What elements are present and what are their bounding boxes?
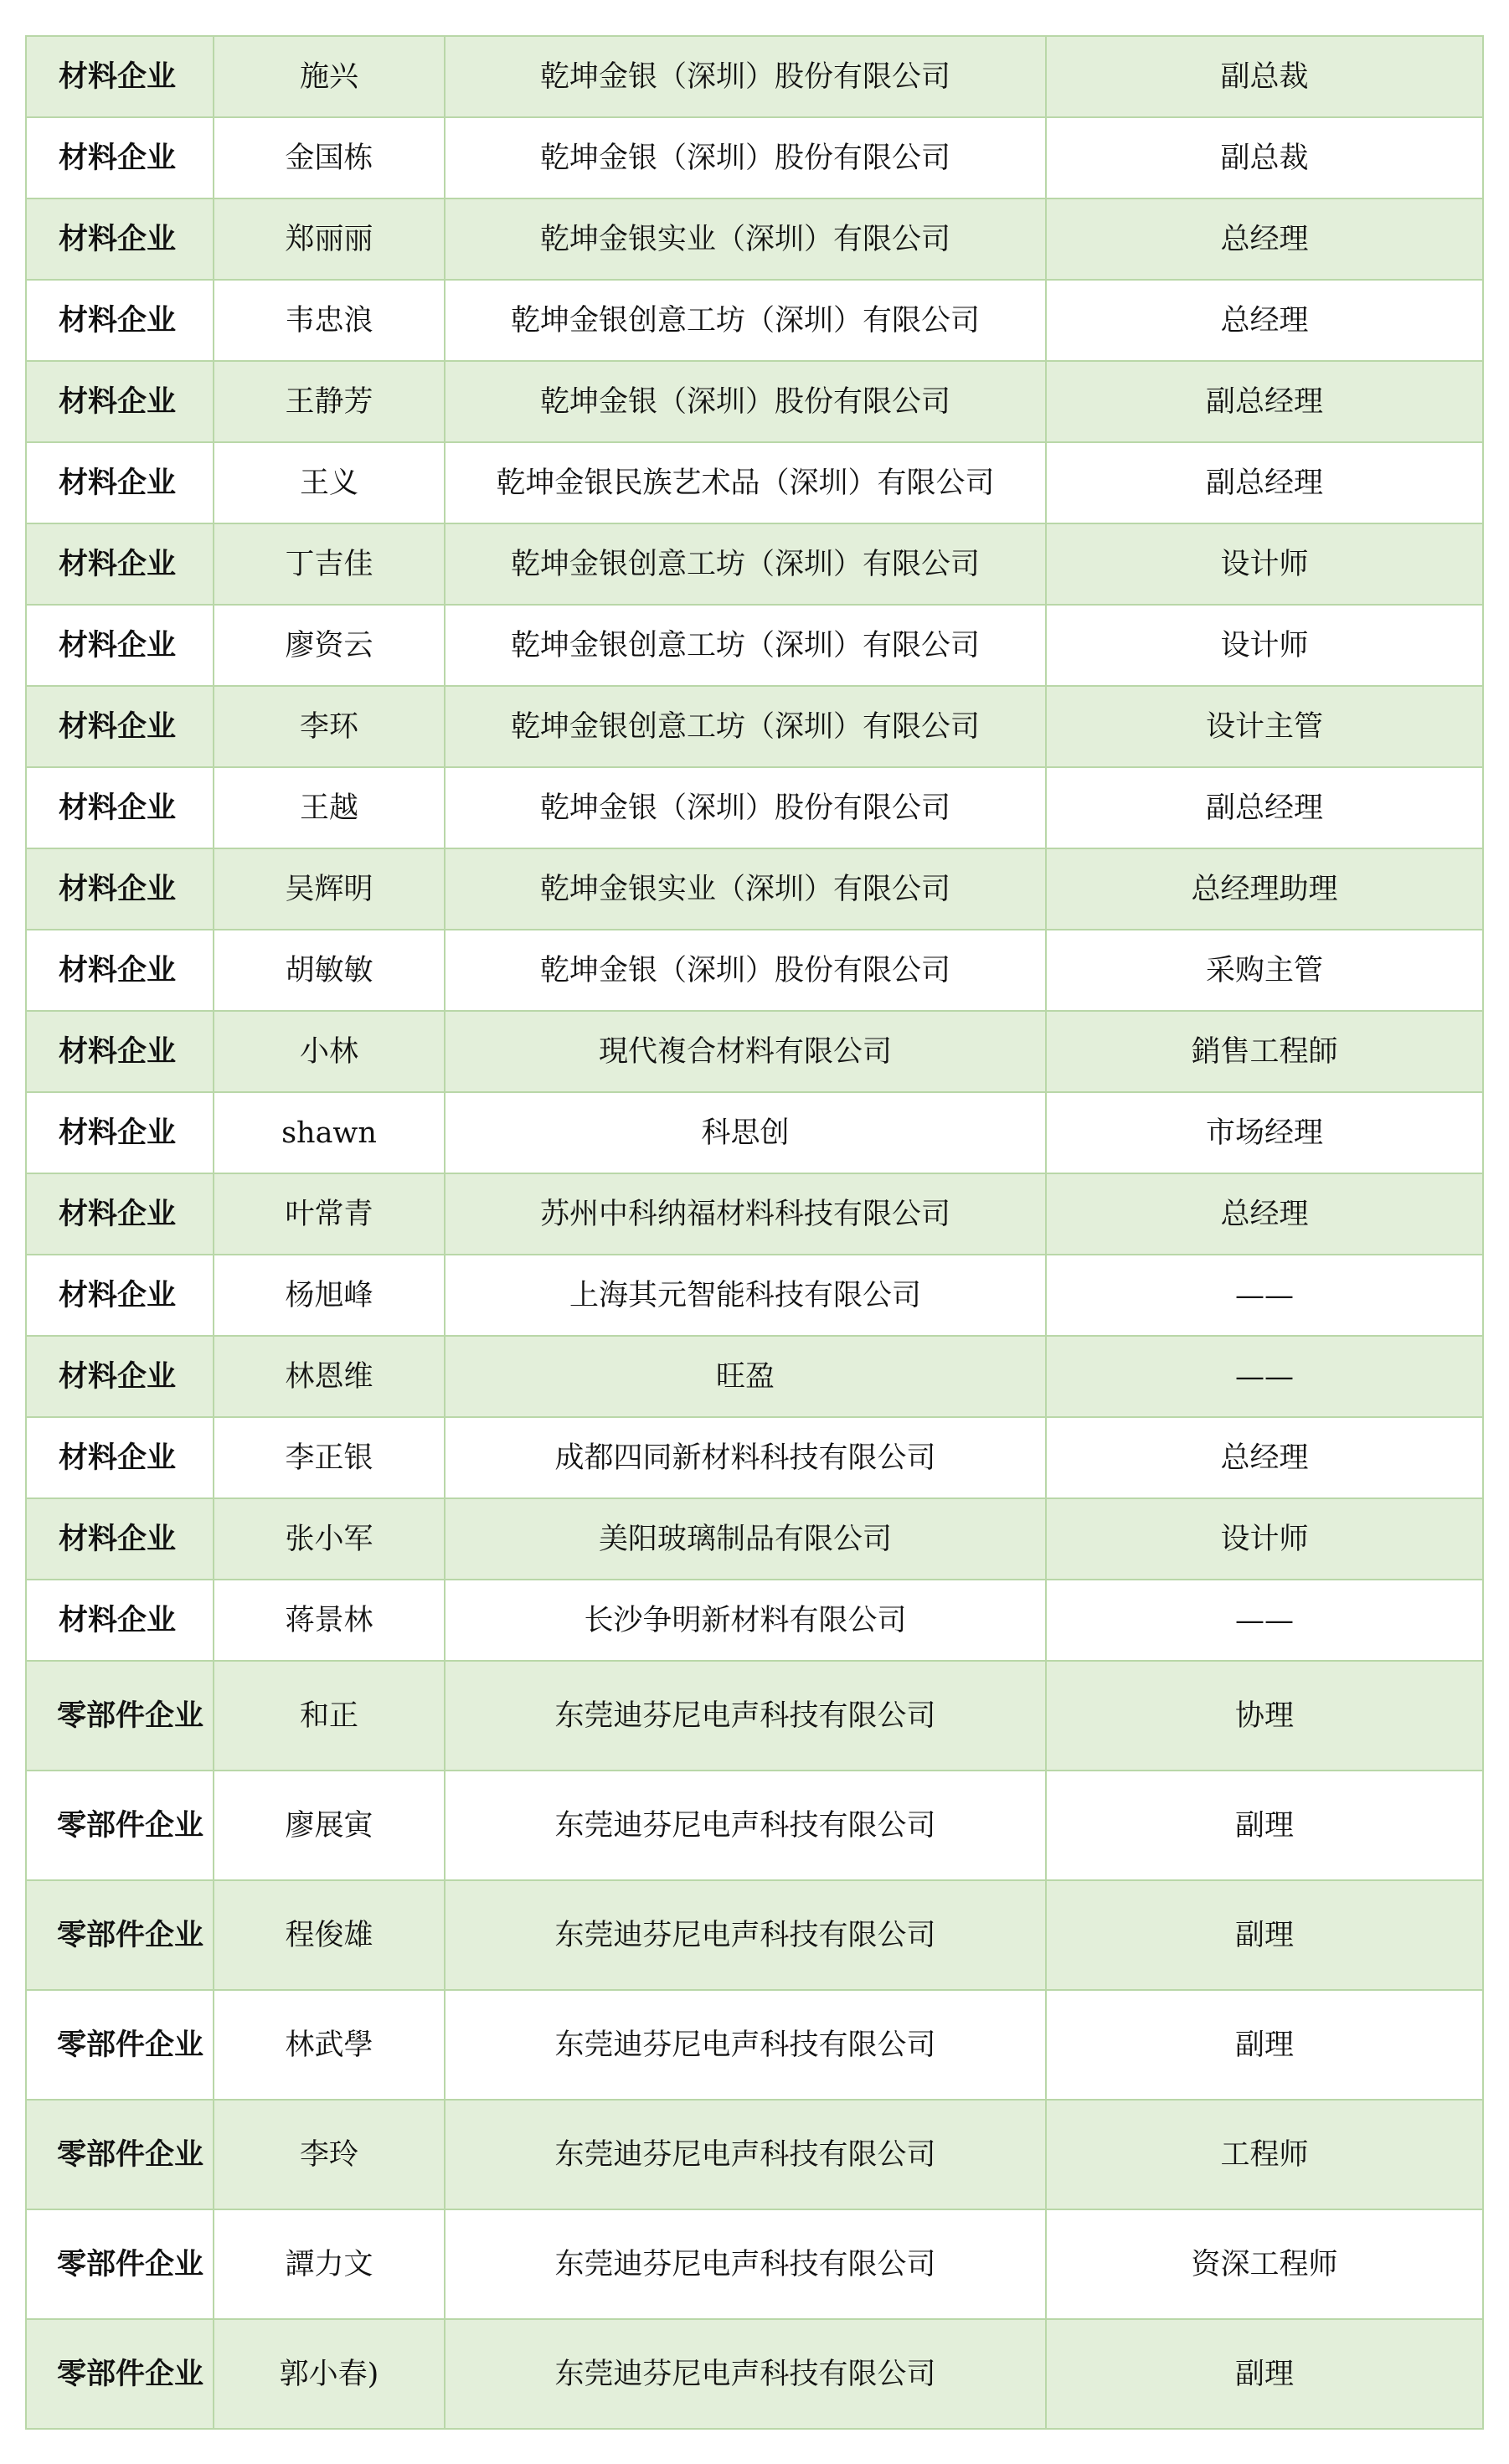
table-row bbox=[26, 1990, 1483, 2100]
company-cell: 乾坤金银创意工坊（深圳）有限公司 bbox=[445, 605, 1046, 686]
name-cell: 王静芳 bbox=[214, 361, 445, 442]
title-cell: 总经理助理 bbox=[1046, 848, 1483, 930]
name-cell: 林武學 bbox=[214, 1990, 445, 2100]
company-cell: 乾坤金银实业（深圳）有限公司 bbox=[445, 848, 1046, 930]
company-cell: 苏州中科纳福材料科技有限公司 bbox=[445, 1173, 1046, 1255]
category-cell: 材料企业 bbox=[26, 1580, 214, 1661]
company-cell: 現代複合材料有限公司 bbox=[445, 1011, 1046, 1092]
table-row bbox=[26, 686, 1483, 767]
title-cell: 副理 bbox=[1046, 1880, 1483, 1990]
title-cell: 总经理 bbox=[1046, 1417, 1483, 1498]
company-cell: 东莞迪芬尼电声科技有限公司 bbox=[445, 2319, 1046, 2429]
name-cell: 李正银 bbox=[214, 1417, 445, 1498]
name-cell: 杨旭峰 bbox=[214, 1255, 445, 1336]
table-row bbox=[26, 36, 1483, 117]
name-cell: 吴辉明 bbox=[214, 848, 445, 930]
table-row bbox=[26, 930, 1483, 1011]
category-cell: 材料企业 bbox=[26, 1173, 214, 1255]
category-cell: 材料企业 bbox=[26, 767, 214, 848]
category-cell: 材料企业 bbox=[26, 523, 214, 605]
table-row bbox=[26, 1771, 1483, 1880]
title-cell: 市场经理 bbox=[1046, 1092, 1483, 1173]
title-cell: 副总裁 bbox=[1046, 36, 1483, 117]
name-cell: 蒋景林 bbox=[214, 1580, 445, 1661]
table-row bbox=[26, 1011, 1483, 1092]
table-row bbox=[26, 1880, 1483, 1990]
table-row bbox=[26, 442, 1483, 523]
category-cell: 材料企业 bbox=[26, 36, 214, 117]
category-cell: 材料企业 bbox=[26, 1255, 214, 1336]
table-row bbox=[26, 2100, 1483, 2209]
name-cell: 小林 bbox=[214, 1011, 445, 1092]
company-cell: 上海其元智能科技有限公司 bbox=[445, 1255, 1046, 1336]
table-row bbox=[26, 767, 1483, 848]
name-cell: 程俊雄 bbox=[214, 1880, 445, 1990]
name-cell: 施兴 bbox=[214, 36, 445, 117]
company-cell: 东莞迪芬尼电声科技有限公司 bbox=[445, 1771, 1046, 1880]
title-cell: 资深工程师 bbox=[1046, 2209, 1483, 2319]
name-cell: shawn bbox=[214, 1092, 445, 1173]
attendee-table-body bbox=[26, 36, 1483, 2429]
category-cell: 零部件企业 bbox=[26, 2100, 214, 2209]
name-cell: 王义 bbox=[214, 442, 445, 523]
title-cell: 工程师 bbox=[1046, 2100, 1483, 2209]
title-cell: 采购主管 bbox=[1046, 930, 1483, 1011]
name-cell: 张小军 bbox=[214, 1498, 445, 1580]
title-cell: 副总经理 bbox=[1046, 361, 1483, 442]
table-row bbox=[26, 1092, 1483, 1173]
company-cell: 旺盈 bbox=[445, 1336, 1046, 1417]
table-row bbox=[26, 1417, 1483, 1498]
category-cell: 材料企业 bbox=[26, 117, 214, 198]
category-cell: 材料企业 bbox=[26, 1417, 214, 1498]
title-cell: 副理 bbox=[1046, 1990, 1483, 2100]
name-cell: 郭小春) bbox=[214, 2319, 445, 2429]
category-cell: 零部件企业 bbox=[26, 2209, 214, 2319]
category-cell: 材料企业 bbox=[26, 605, 214, 686]
title-cell: 协理 bbox=[1046, 1661, 1483, 1771]
category-cell: 材料企业 bbox=[26, 1092, 214, 1173]
name-cell: 廖资云 bbox=[214, 605, 445, 686]
table-row bbox=[26, 280, 1483, 361]
title-cell: 副理 bbox=[1046, 2319, 1483, 2429]
title-cell: 总经理 bbox=[1046, 280, 1483, 361]
name-cell: 李环 bbox=[214, 686, 445, 767]
name-cell: 郑丽丽 bbox=[214, 198, 445, 280]
company-cell: 乾坤金银民族艺术品（深圳）有限公司 bbox=[445, 442, 1046, 523]
table-row bbox=[26, 2319, 1483, 2429]
company-cell: 乾坤金银实业（深圳）有限公司 bbox=[445, 198, 1046, 280]
table-row bbox=[26, 117, 1483, 198]
title-cell: 銷售工程師 bbox=[1046, 1011, 1483, 1092]
title-cell: —— bbox=[1046, 1336, 1483, 1417]
table-row bbox=[26, 1255, 1483, 1336]
category-cell: 材料企业 bbox=[26, 930, 214, 1011]
title-cell: 设计师 bbox=[1046, 523, 1483, 605]
company-cell: 成都四同新材料科技有限公司 bbox=[445, 1417, 1046, 1498]
category-cell: 材料企业 bbox=[26, 848, 214, 930]
table-row bbox=[26, 1498, 1483, 1580]
table-row bbox=[26, 1661, 1483, 1771]
company-cell: 东莞迪芬尼电声科技有限公司 bbox=[445, 1661, 1046, 1771]
title-cell: 设计主管 bbox=[1046, 686, 1483, 767]
category-cell: 零部件企业 bbox=[26, 2319, 214, 2429]
category-cell: 零部件企业 bbox=[26, 1880, 214, 1990]
name-cell: 金国栋 bbox=[214, 117, 445, 198]
company-cell: 乾坤金银创意工坊（深圳）有限公司 bbox=[445, 686, 1046, 767]
table-row bbox=[26, 2209, 1483, 2319]
title-cell: 总经理 bbox=[1046, 198, 1483, 280]
title-cell: 设计师 bbox=[1046, 605, 1483, 686]
name-cell: 廖展寅 bbox=[214, 1771, 445, 1880]
company-cell: 美阳玻璃制品有限公司 bbox=[445, 1498, 1046, 1580]
name-cell: 李玲 bbox=[214, 2100, 445, 2209]
table-row bbox=[26, 361, 1483, 442]
company-cell: 乾坤金银创意工坊（深圳）有限公司 bbox=[445, 280, 1046, 361]
category-cell: 材料企业 bbox=[26, 686, 214, 767]
category-cell: 材料企业 bbox=[26, 280, 214, 361]
company-cell: 乾坤金银创意工坊（深圳）有限公司 bbox=[445, 523, 1046, 605]
company-cell: 乾坤金银（深圳）股份有限公司 bbox=[445, 361, 1046, 442]
table-row bbox=[26, 523, 1483, 605]
category-cell: 材料企业 bbox=[26, 442, 214, 523]
category-cell: 零部件企业 bbox=[26, 1771, 214, 1880]
name-cell: 叶常青 bbox=[214, 1173, 445, 1255]
title-cell: 副理 bbox=[1046, 1771, 1483, 1880]
table-row bbox=[26, 1580, 1483, 1661]
company-cell: 东莞迪芬尼电声科技有限公司 bbox=[445, 2209, 1046, 2319]
name-cell: 譚力文 bbox=[214, 2209, 445, 2319]
company-cell: 乾坤金银（深圳）股份有限公司 bbox=[445, 117, 1046, 198]
table-row bbox=[26, 198, 1483, 280]
company-cell: 乾坤金银（深圳）股份有限公司 bbox=[445, 767, 1046, 848]
title-cell: 副总裁 bbox=[1046, 117, 1483, 198]
company-cell: 乾坤金银（深圳）股份有限公司 bbox=[445, 36, 1046, 117]
title-cell: —— bbox=[1046, 1255, 1483, 1336]
company-cell: 东莞迪芬尼电声科技有限公司 bbox=[445, 2100, 1046, 2209]
table-row bbox=[26, 1336, 1483, 1417]
category-cell: 材料企业 bbox=[26, 1336, 214, 1417]
attendee-table bbox=[25, 35, 1484, 2430]
name-cell: 韦忠浪 bbox=[214, 280, 445, 361]
title-cell: —— bbox=[1046, 1580, 1483, 1661]
name-cell: 王越 bbox=[214, 767, 445, 848]
category-cell: 材料企业 bbox=[26, 198, 214, 280]
category-cell: 零部件企业 bbox=[26, 1661, 214, 1771]
company-cell: 东莞迪芬尼电声科技有限公司 bbox=[445, 1990, 1046, 2100]
attendee-table-container bbox=[25, 35, 1482, 2430]
title-cell: 总经理 bbox=[1046, 1173, 1483, 1255]
category-cell: 材料企业 bbox=[26, 1498, 214, 1580]
table-row bbox=[26, 848, 1483, 930]
company-cell: 东莞迪芬尼电声科技有限公司 bbox=[445, 1880, 1046, 1990]
table-row bbox=[26, 605, 1483, 686]
company-cell: 长沙争明新材料有限公司 bbox=[445, 1580, 1046, 1661]
name-cell: 林恩维 bbox=[214, 1336, 445, 1417]
table-row bbox=[26, 1173, 1483, 1255]
title-cell: 设计师 bbox=[1046, 1498, 1483, 1580]
company-cell: 乾坤金银（深圳）股份有限公司 bbox=[445, 930, 1046, 1011]
company-cell: 科思创 bbox=[445, 1092, 1046, 1173]
name-cell: 和正 bbox=[214, 1661, 445, 1771]
category-cell: 材料企业 bbox=[26, 1011, 214, 1092]
name-cell: 胡敏敏 bbox=[214, 930, 445, 1011]
category-cell: 材料企业 bbox=[26, 361, 214, 442]
title-cell: 副总经理 bbox=[1046, 442, 1483, 523]
name-cell: 丁吉佳 bbox=[214, 523, 445, 605]
category-cell: 零部件企业 bbox=[26, 1990, 214, 2100]
title-cell: 副总经理 bbox=[1046, 767, 1483, 848]
